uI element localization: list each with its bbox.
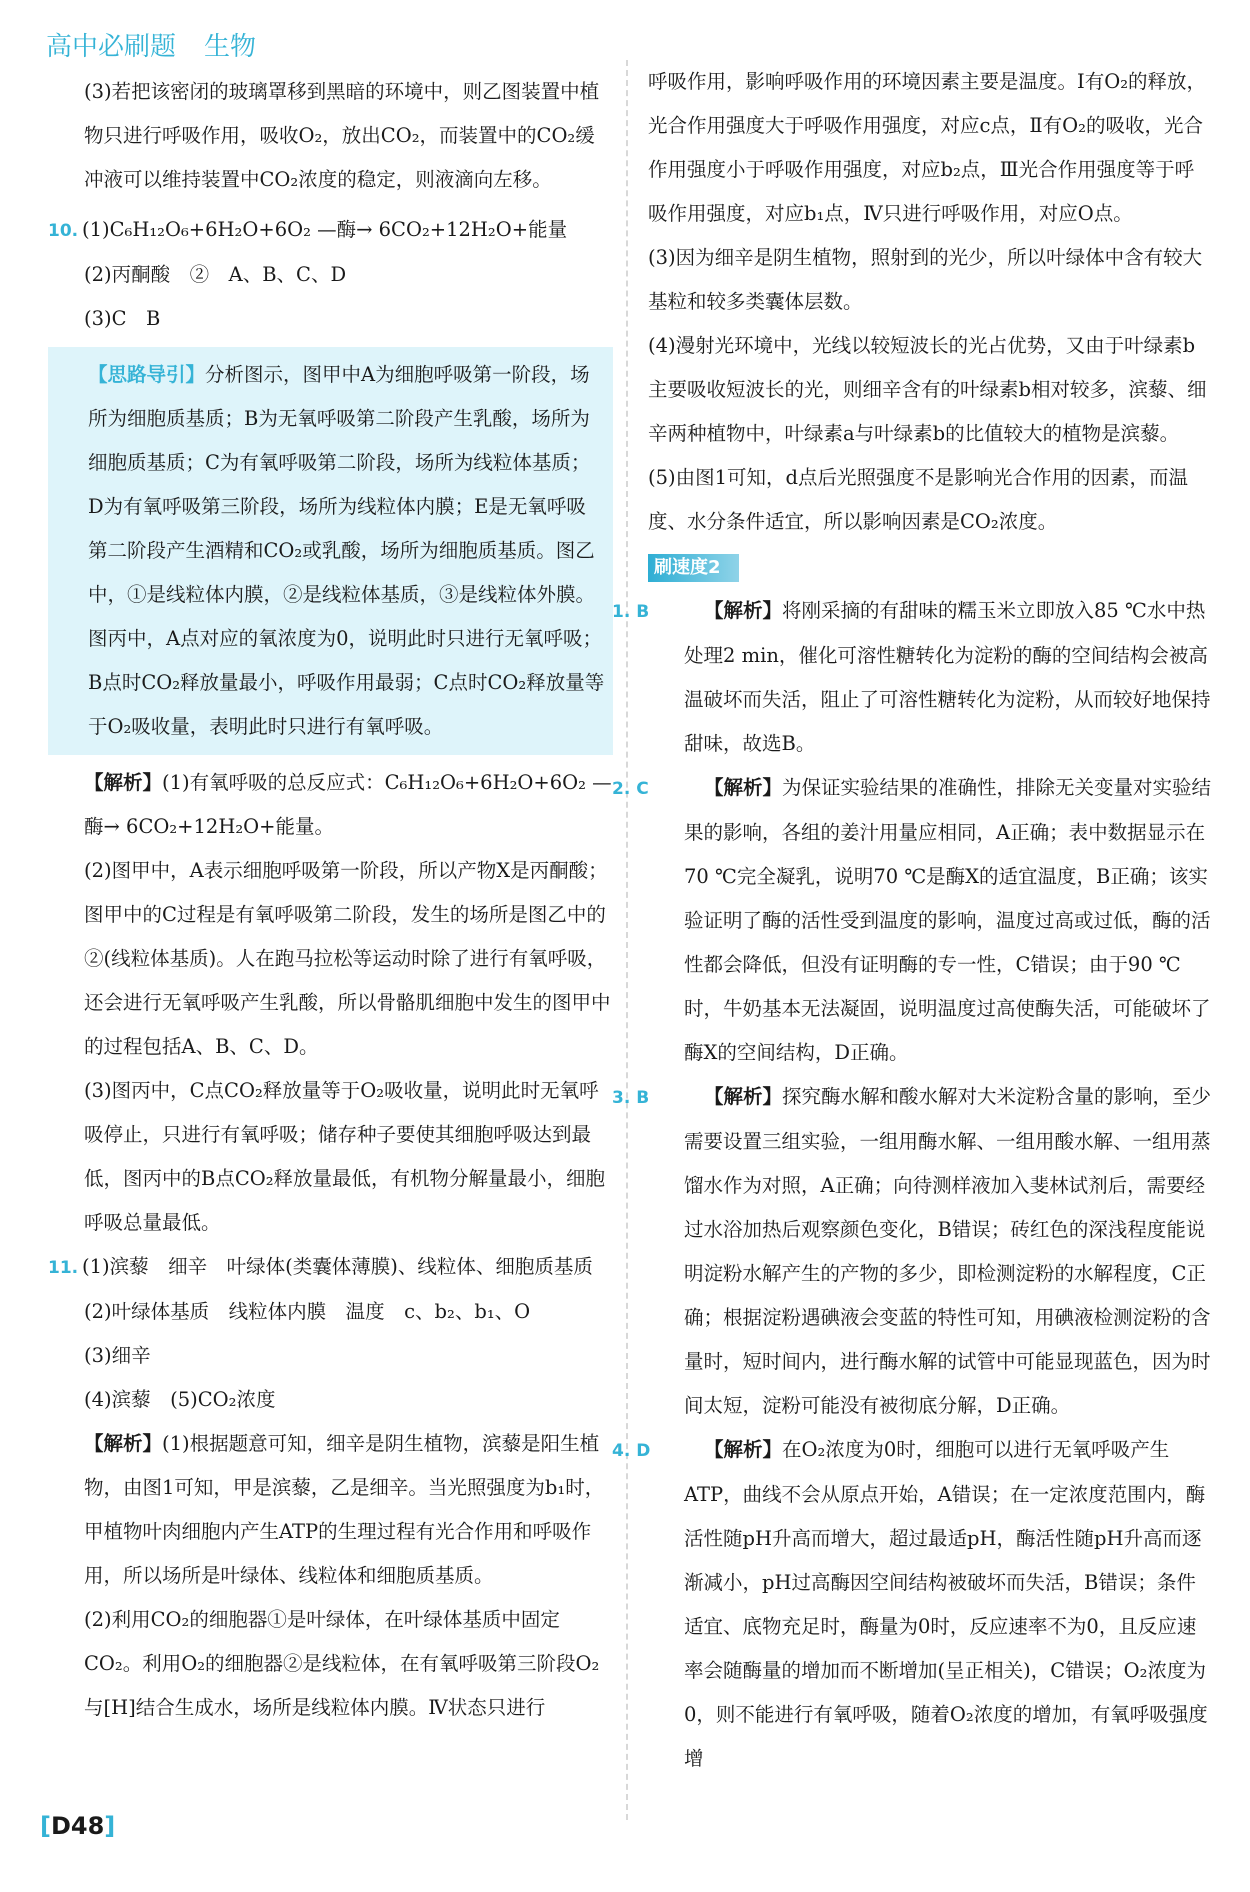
section-heading: 刷速度2 <box>648 554 739 582</box>
q10-answer-1: 10. (1)C₆H₁₂O₆+6H₂O+6O₂ —酶→ 6CO₂+12H₂O+能量 <box>48 208 613 253</box>
page-header <box>46 26 256 63</box>
analysis-tag: 【解析】 <box>84 1432 163 1455</box>
q10-answer-3: (3)C B <box>84 307 161 330</box>
q11-analysis-1: 【解析】(1)根据题意可知，细辛是阴生植物，滨藜是阳生植物，由图1可知，甲是滨藜，乙是细辛。当光照强度为b₁时，甲植物叶肉细胞内产生ATP的生理过程有光合作用和呼吸作用，所以场所是叶绿体、线粒体和细胞质基质。 <box>84 1432 605 1587</box>
q11-answer-3: (3)细辛 <box>84 1344 151 1367</box>
analysis-tag: 【解析】 <box>704 599 783 622</box>
q11-answer-4: (4)滨藜 (5)CO₂浓度 <box>84 1388 276 1411</box>
answer-key: 4. D <box>612 1441 651 1461</box>
q10-thinking-guide: 【思路导引】分析图示，图甲中A为细胞呼吸第一阶段，场所为细胞质基质；B为无氧呼吸第二阶段产生乳酸，场所为细胞质基质；C为有氧呼吸第二阶段，场所为线粒体基质；D为有氧呼吸第三阶段，场所为线粒体内膜；E是无氧呼吸第二阶段产生酒精和CO₂或乳酸，场所为细胞质基质。图乙中，①是线粒体内膜，②是线粒体基质，③是线粒体外膜。图丙中，A点对应的氧浓度为0，说明此时只进行无氧呼吸；B点时CO₂释放量最小，呼吸作用最弱；C点时CO₂释放量等于O₂吸收量，表明此时只进行有氧呼吸。 <box>48 347 613 755</box>
question-number: 10. <box>48 221 79 241</box>
book-title: 高中必刷题 <box>46 32 177 62</box>
answer-key: 1. B <box>612 602 650 622</box>
q10-answer-2: (2)丙酮酸 ② A、B、C、D <box>84 263 347 286</box>
page-number: [D48] <box>40 1812 116 1840</box>
q9-answer-3: (3)若把该密闭的玻璃罩移到黑暗的环境中，则乙图装置中植物只进行呼吸作用，吸收O₂，放出CO₂，而装置中的CO₂缓冲液可以维持装置中CO₂浓度的稳定，则液滴向左移。 <box>84 80 600 191</box>
speed-q2: 2. C 【解析】为保证实验结果的准确性，排除无关变量对实验结果的影响，各组的姜汁用量应相同，A正确；表中数据显示在70 ℃完全凝乳，说明70 ℃是酶X的适宜温度，B正确；该实验证明了酶的活性受到温度的影响，温度过高或过低，酶的活性都会降低，但没有证明酶的专一性，C错误；由于90 ℃时，牛奶基本无法凝固，说明温度过高使酶失活，可能破坏了酶X的空间结构，D正确。 <box>648 766 1213 1075</box>
answer-key: 3. B <box>612 1088 650 1108</box>
q10-analysis-1: 【解析】(1)有氧呼吸的总反应式：C₆H₁₂O₆+6H₂O+6O₂ —酶→ 6CO₂+12H₂O+能量。 <box>84 771 612 838</box>
thinking-guide-tag: 【思路导引】 <box>88 363 206 386</box>
q11-answer-1: 11. (1)滨藜 细辛 叶绿体(类囊体薄膜)、线粒体、细胞质基质 <box>48 1245 613 1290</box>
q10-analysis-2: (2)图甲中，A表示细胞呼吸第一阶段，所以产物X是丙酮酸；图甲中的C过程是有氧呼吸第二阶段，发生的场所是图乙中的②(线粒体基质)。人在跑马拉松等运动时除了进行有氧呼吸，还会进行无氧呼吸产生乳酸，所以骨骼肌细胞中发生的图甲中的过程包括A、B、C、D。 <box>84 859 611 1058</box>
column-divider <box>626 60 629 1820</box>
q11-analysis-3: (3)因为细辛是阴生植物，照射到的光少，所以叶绿体中含有较大基粒和较多类囊体层数。 <box>648 246 1203 313</box>
q11-answer-2: (2)叶绿体基质 线粒体内膜 温度 c、b₂、b₁、O <box>84 1300 531 1323</box>
analysis-tag: 【解析】 <box>84 771 163 794</box>
speed-q3: 3. B 【解析】探究酶水解和酸水解对大米淀粉含量的影响，至少需要设置三组实验，一组用酶水解、一组用酸水解、一组用蒸馏水作为对照，A正确；向待测样液加入斐林试剂后，需要经过水浴加热后观察颜色变化，B错误；砖红色的深浅程度能说明淀粉水解产生的产物的多少，即检测淀粉的水解程度，C正确；根据淀粉遇碘液会变蓝的特性可知，用碘液检测淀粉的含量时，短时间内，进行酶水解的试管中可能显现蓝色，因为时间太短，淀粉可能没有被彻底分解，D正确。 <box>648 1075 1213 1428</box>
left-column <box>48 70 613 1730</box>
q11-analysis-2: (2)利用CO₂的细胞器①是叶绿体，在叶绿体基质中固定CO₂。利用O₂的细胞器②是线粒体，在有氧呼吸第三阶段O₂与[H]结合生成水，场所是线粒体内膜。Ⅳ状态只进行 <box>84 1608 600 1719</box>
q11-analysis-continued: 呼吸作用，影响呼吸作用的环境因素主要是温度。Ⅰ有O₂的释放，光合作用强度大于呼吸作用强度，对应c点，Ⅱ有O₂的吸收，光合作用强度小于呼吸作用强度，对应b₂点，Ⅲ光合作用强度等于呼吸作用强度，对应b₁点，Ⅳ只进行呼吸作用，对应O点。 <box>648 70 1207 225</box>
subject-title: 生物 <box>204 32 257 62</box>
speed-q4: 4. D 【解析】在O₂浓度为0时，细胞可以进行无氧呼吸产生ATP，曲线不会从原点开始，A错误；在一定浓度范围内，酶活性随pH升高而增大，超过最适pH，酶活性随pH升高而逐渐减小，pH过高酶因空间结构被破坏而失活，B错误；条件适宜、底物充足时，酶量为0时，反应速率不为0，且反应速率会随酶量的增加而不断增加(呈正相关)，C错误；O₂浓度为0，则不能进行有氧呼吸，随着O₂浓度的增加，有氧呼吸强度增 <box>648 1428 1213 1781</box>
q10-analysis-3: (3)图丙中，C点CO₂释放量等于O₂吸收量，说明此时无氧呼吸停止，只进行有氧呼吸；储存种子要使其细胞呼吸达到最低，图丙中的B点CO₂释放量最低，有机物分解量最小，细胞呼吸总量最低。 <box>84 1079 606 1234</box>
answer-key: 2. C <box>612 779 649 799</box>
analysis-tag: 【解析】 <box>704 1438 783 1461</box>
analysis-tag: 【解析】 <box>704 1085 783 1108</box>
speed-q1: 1. B 【解析】将刚采摘的有甜味的糯玉米立即放入85 ℃水中热处理2 min，催化可溶性糖转化为淀粉的酶的空间结构会被高温破坏而失活，阻止了可溶性糖转化为淀粉，从而较好地保持甜味，故选B。 <box>648 589 1213 766</box>
right-column <box>612 60 1213 1781</box>
q11-analysis-4: (4)漫射光环境中，光线以较短波长的光占优势，又由于叶绿素b主要吸收短波长的光，则细辛含有的叶绿素b相对较多，滨藜、细辛两种植物中，叶绿素a与叶绿素b的比值较大的植物是滨藜。 <box>648 334 1207 445</box>
q11-analysis-5: (5)由图1可知，d点后光照强度不是影响光合作用的因素，而温度、水分条件适宜，所以影响因素是CO₂浓度。 <box>648 466 1189 533</box>
question-number: 11. <box>48 1258 79 1278</box>
analysis-tag: 【解析】 <box>704 776 783 799</box>
